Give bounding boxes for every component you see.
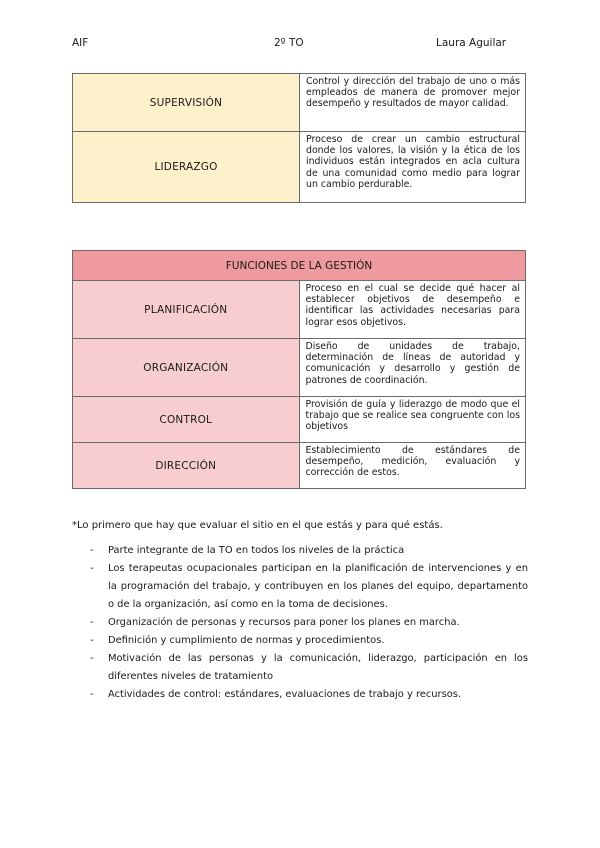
list-item-text: Los terapeutas ocupacionales participan en la planificación de intervenciones y en la programación del trabajo, y contribuyen en los planes del equipo, departamento o de la organización, así como en la toma de decisiones. [108, 563, 528, 610]
definition-cell: Control y dirección del trabajo de uno o más empleados de manera de promover mejor desempeño y resultados de mayor calidad. [300, 74, 526, 132]
table-row [73, 281, 526, 339]
bullet-marker: - [90, 635, 94, 646]
management-functions-table [72, 250, 526, 489]
definitions-table [72, 73, 526, 203]
definition-cell: Proceso de crear un cambio estructural donde los valores, la visión y la ética de los individuos están integrados en acla cultura de una comunidad como medio para lograr un cambio perdurable. [300, 132, 526, 203]
header-subject: AIF [72, 37, 89, 49]
list-item-text: Actividades de control: estándares, evaluaciones de trabajo y recursos. [108, 689, 462, 700]
function-cell: ORGANIZACIÓN [73, 339, 300, 397]
bullet-marker: - [90, 689, 94, 700]
bullet-marker: - [90, 545, 94, 556]
bullet-marker: - [90, 617, 94, 628]
header-course: 2º TO [274, 37, 304, 49]
table-row [73, 443, 526, 489]
description-cell: Establecimiento de estándares de desempeño, medición, evaluación y corrección de estos. [299, 443, 526, 489]
table-row [73, 339, 526, 397]
table-title: FUNCIONES DE LA GESTIÓN [73, 251, 526, 281]
note-text: *Lo primero que hay que evaluar el sitio en el que estás y para qué estás. [72, 520, 443, 531]
table-row [73, 132, 526, 203]
bullet-marker: - [90, 563, 94, 574]
description-cell: Provisión de guía y liderazgo de modo que el trabajo que se realice sea congruente con los objetivos [299, 397, 526, 443]
page-header [0, 37, 600, 51]
bullet-marker: - [90, 653, 94, 664]
header-author: Laura Aguilar [436, 37, 507, 49]
list-item-text: Definición y cumplimiento de normas y procedimientos. [108, 635, 385, 646]
list-item [90, 686, 528, 704]
list-item [90, 542, 528, 560]
table-row [73, 74, 526, 132]
table-row [73, 397, 526, 443]
list-item [90, 614, 528, 632]
term-cell: LIDERAZGO [73, 132, 300, 203]
list-item [90, 560, 528, 614]
list-item-text: Motivación de las personas y la comunicación, liderazgo, participación en los diferentes niveles de tratamiento [108, 653, 528, 682]
function-cell: CONTROL [73, 397, 300, 443]
description-cell: Proceso en el cual se decide qué hacer al establecer objetivos de desempeño e identificar las actividades necesarias para lograr esos objetivos. [299, 281, 526, 339]
function-cell: DIRECCIÓN [73, 443, 300, 489]
function-cell: PLANIFICACIÓN [73, 281, 300, 339]
description-cell: Diseño de unidades de trabajo, determinación de líneas de autoridad y comunicación y desarrollo y gestión de patrones de coordinación. [299, 339, 526, 397]
list-item-text: Parte integrante de la TO en todos los niveles de la práctica [108, 545, 405, 556]
term-cell: SUPERVISIÓN [73, 74, 300, 132]
table-header-row [73, 251, 526, 281]
bullet-list [90, 542, 528, 704]
list-item [90, 632, 528, 650]
list-item [90, 650, 528, 686]
list-item-text: Organización de personas y recursos para poner los planes en marcha. [108, 617, 460, 628]
